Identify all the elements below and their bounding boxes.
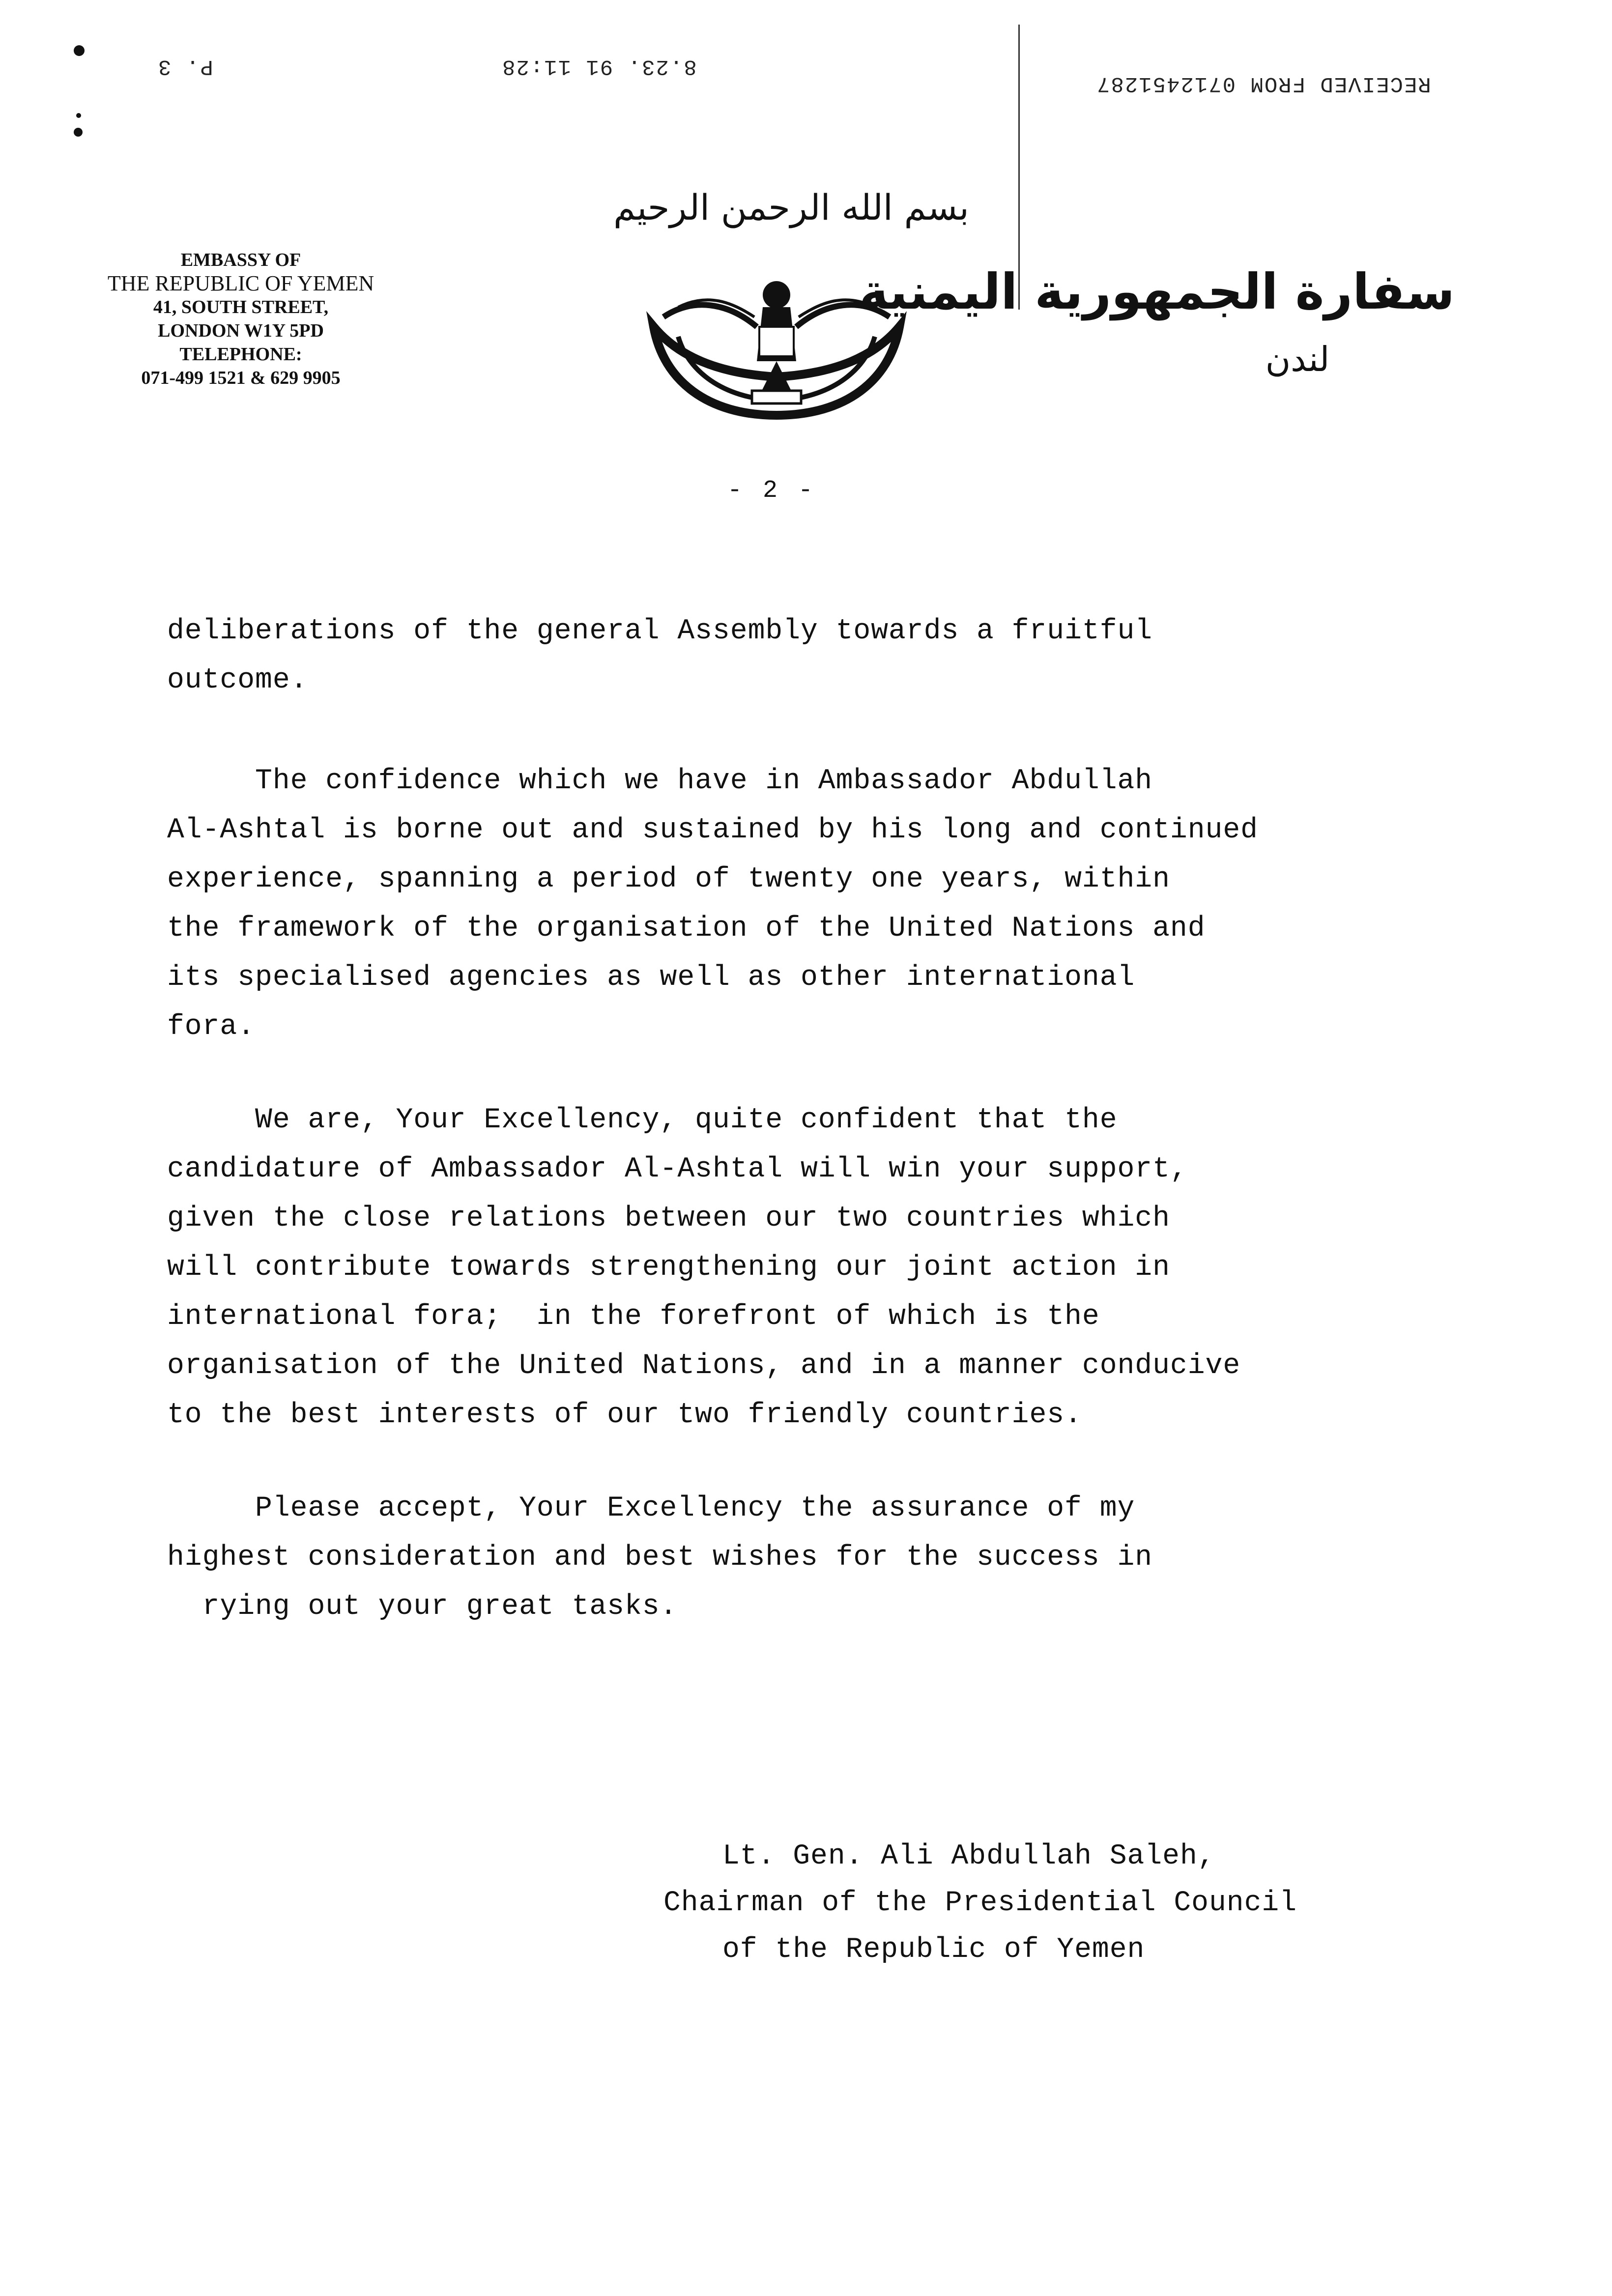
body-paragraph: The confidence which we have in Ambassador Abdullah Al-Ashtal is borne out and sustained by his long and continued experience, spanning a period of twenty one years, within the framework of the organisation of the United Nations and its specialised agencies as well as other international fora.	[167, 765, 1258, 1043]
arabic-embassy-name: سفارة الجمهورية اليمنية	[859, 263, 1455, 320]
letterhead-country: THE REPUBLIC OF YEMEN	[107, 271, 374, 295]
body-paragraph: deliberations of the general Assembly towards a fruitful outcome.	[167, 615, 1153, 696]
fax-received-from: RECEIVED FROM 0712451287	[1096, 71, 1431, 96]
bismillah-heading: بسم الله الرحمن الرحيم	[613, 187, 969, 228]
page-number: - 2 -	[727, 477, 816, 505]
scan-speck	[74, 45, 85, 56]
letterhead-line: EMBASSY OF	[180, 250, 301, 270]
signatory-organisation: of the Republic of Yemen	[722, 1934, 1145, 1966]
scan-speck	[76, 113, 81, 118]
fax-datetime: 8.23. 91 11:28	[501, 54, 697, 79]
letterhead-address-street: 41, SOUTH STREET,	[153, 297, 329, 317]
scan-speck	[74, 128, 83, 137]
letterhead-telephone-label: TELEPHONE:	[179, 344, 302, 365]
signatory-title: Chairman of the Presidential Council	[663, 1887, 1297, 1919]
body-paragraph: We are, Your Excellency, quite confident that the candidature of Ambassador Al-Ashtal will win your support, given the close relations between our two countries which will contribute towards strengthening our joint action in international fora; in the forefront of which is the organisation of the United Nations, and in a manner conducive to the best interests of our two friendly countries.	[167, 1104, 1241, 1431]
letterhead-telephone-number: 071-499 1521 & 629 9905	[141, 368, 341, 388]
body-paragraph: Please accept, Your Excellency the assurance of my highest consideration and best wishes for the success in rying out your great tasks.	[167, 1492, 1153, 1623]
embassy-letterhead	[69, 248, 413, 390]
arabic-city-name: لندن	[1265, 339, 1330, 379]
letterhead-address-city: LONDON W1Y 5PD	[158, 320, 324, 341]
signatory-name: Lt. Gen. Ali Abdullah Saleh,	[722, 1840, 1215, 1872]
fax-page-indicator: P. 3	[157, 54, 213, 79]
